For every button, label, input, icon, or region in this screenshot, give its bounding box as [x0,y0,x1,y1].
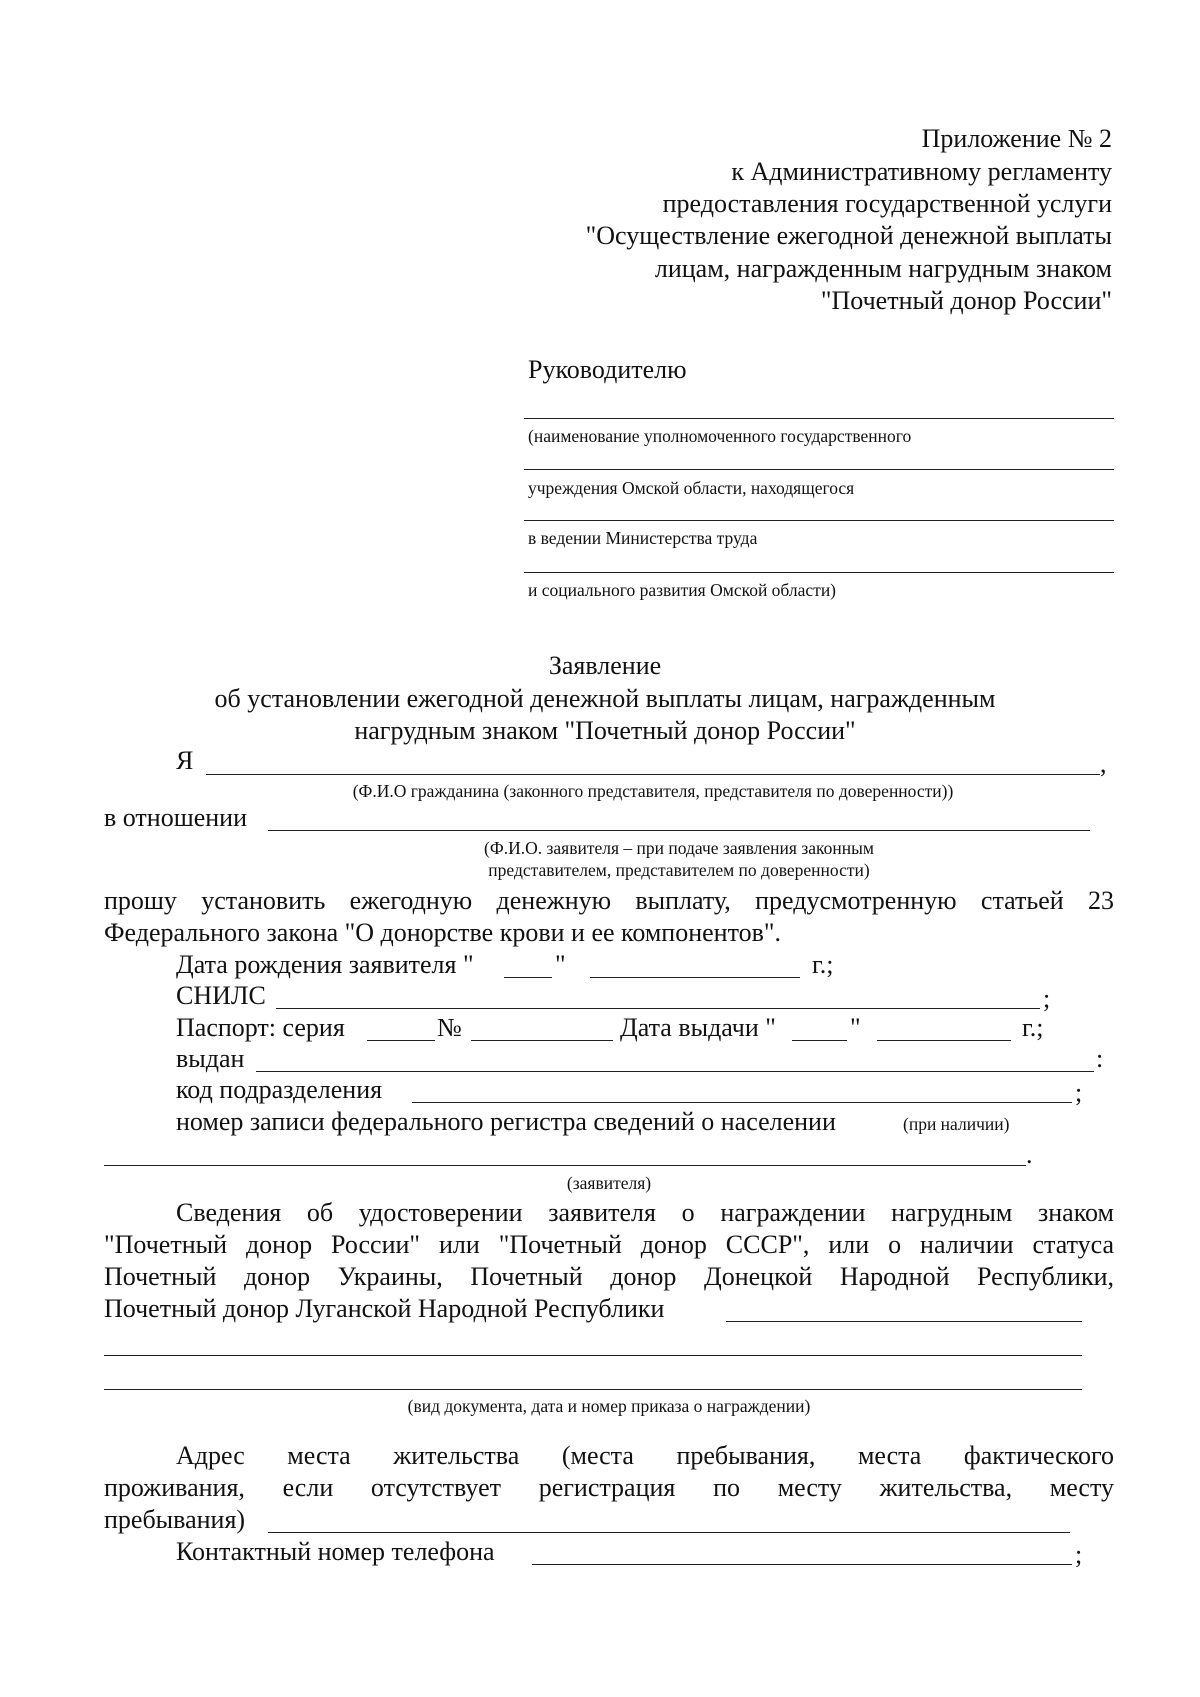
request-text: прошу установить ежегодную денежную выплату, предусмотренную статьей 23 [104,886,1114,915]
certificate-field[interactable] [104,1389,1082,1390]
addressee-hint: в ведении Министерства труда [528,528,758,548]
year-suffix: г.; [812,950,834,979]
semicolon: ; [1043,984,1051,1013]
addressee-field-line[interactable] [524,520,1114,521]
regarding-hint: представителем, представителем по доверенности) [488,860,870,880]
register-note: (при наличии) [903,1114,1010,1134]
issue-month-year-field[interactable] [877,1040,1011,1041]
semicolon: ; [1075,1078,1083,1107]
certificate-hint: (вид документа, дата и номер приказа о награждении) [407,1396,811,1416]
regarding-hint: (Ф.И.О. заявителя – при подаче заявления законным [484,838,874,858]
certificate-field[interactable] [104,1355,1082,1356]
birth-day-field[interactable] [504,977,552,978]
title-line: Заявление [548,651,662,680]
phone-field[interactable] [532,1564,1072,1565]
request-text: Федерального закона "О донорстве крови и ее компонентов". [104,918,781,947]
register-label: номер записи федерального регистра сведений о населении [176,1107,836,1136]
applicant-name-field[interactable] [206,774,1100,775]
year-suffix: г.; [1022,1013,1044,1042]
quote-mark: " [555,950,566,979]
addressee-hint: и социального развития Омской области) [528,580,837,600]
issue-date-label: Дата выдачи " [620,1013,776,1042]
address-text: проживания, если отсутствует регистрация по месту жительства, месту [104,1473,1114,1502]
addressee-hint: учреждения Омской области, находящегося [528,478,855,498]
phone-label: Контактный номер телефона [176,1537,495,1566]
register-number-field[interactable] [104,1165,1026,1166]
passport-number-label: № [437,1013,462,1042]
regarding-name-field[interactable] [268,830,1090,831]
addressee-field-line[interactable] [524,572,1114,573]
regarding-label: в отношении [104,803,248,832]
header-line: лицам, награжденным нагрудным знаком [654,254,1112,283]
address-text: пребывания) [104,1505,246,1534]
dept-code-label: код подразделения [176,1075,383,1104]
issued-by-field[interactable] [256,1071,1094,1072]
certificate-field[interactable] [726,1321,1082,1322]
address-field[interactable] [268,1532,1070,1533]
applicant-name-hint: (Ф.И.О гражданина (законного представителя, представителя по доверенности)) [352,781,954,801]
snils-field[interactable] [276,1008,1040,1009]
header-line: предоставления государственной услуги [662,189,1112,218]
certificate-text: Почетный донор Украины, Почетный донор Донецкой Народной Республики, [104,1262,1114,1291]
appendix-number: Приложение № 2 [921,124,1112,153]
semicolon: ; [1075,1540,1083,1569]
addressee-field-line[interactable] [524,469,1114,470]
issue-day-field[interactable] [792,1040,847,1041]
title-line: нагрудным знаком "Почетный донор России" [354,716,856,745]
addressee-field-line[interactable] [524,418,1114,419]
title-line: об установлении ежегодной денежной выплаты лицам, награжденным [214,684,996,713]
quote-mark: " [850,1013,861,1042]
certificate-text: "Почетный донор России" или "Почетный донор СССР", или о наличии статуса [104,1230,1114,1259]
issued-by-label: выдан [176,1044,245,1073]
birth-month-year-field[interactable] [590,977,800,978]
certificate-text: Сведения об удостоверении заявителя о награждении нагрудным знаком [176,1198,1114,1227]
header-line: "Осуществление ежегодной денежной выплаты [585,221,1112,250]
comma: , [1100,749,1107,778]
addressee-title: Руководителю [528,355,687,384]
snils-label: СНИЛС [176,981,266,1010]
passport-series-label: Паспорт: серия [176,1013,345,1042]
passport-series-field[interactable] [367,1040,435,1041]
certificate-text: Почетный донор Луганской Народной Республики [104,1294,665,1323]
passport-number-field[interactable] [471,1040,613,1041]
register-hint: (заявителя) [566,1173,652,1193]
dept-code-field[interactable] [412,1102,1072,1103]
period: . [1026,1140,1033,1169]
address-text: Адрес места жительства (места пребывания, места фактического [176,1441,1114,1470]
birth-date-label: Дата рождения заявителя " [176,950,474,979]
header-line: "Почетный донор России" [820,286,1112,315]
i-label: Я [176,746,194,775]
header-line: к Административному регламенту [731,157,1112,186]
colon: : [1096,1044,1104,1073]
addressee-hint: (наименование уполномоченного государственного [528,426,912,446]
